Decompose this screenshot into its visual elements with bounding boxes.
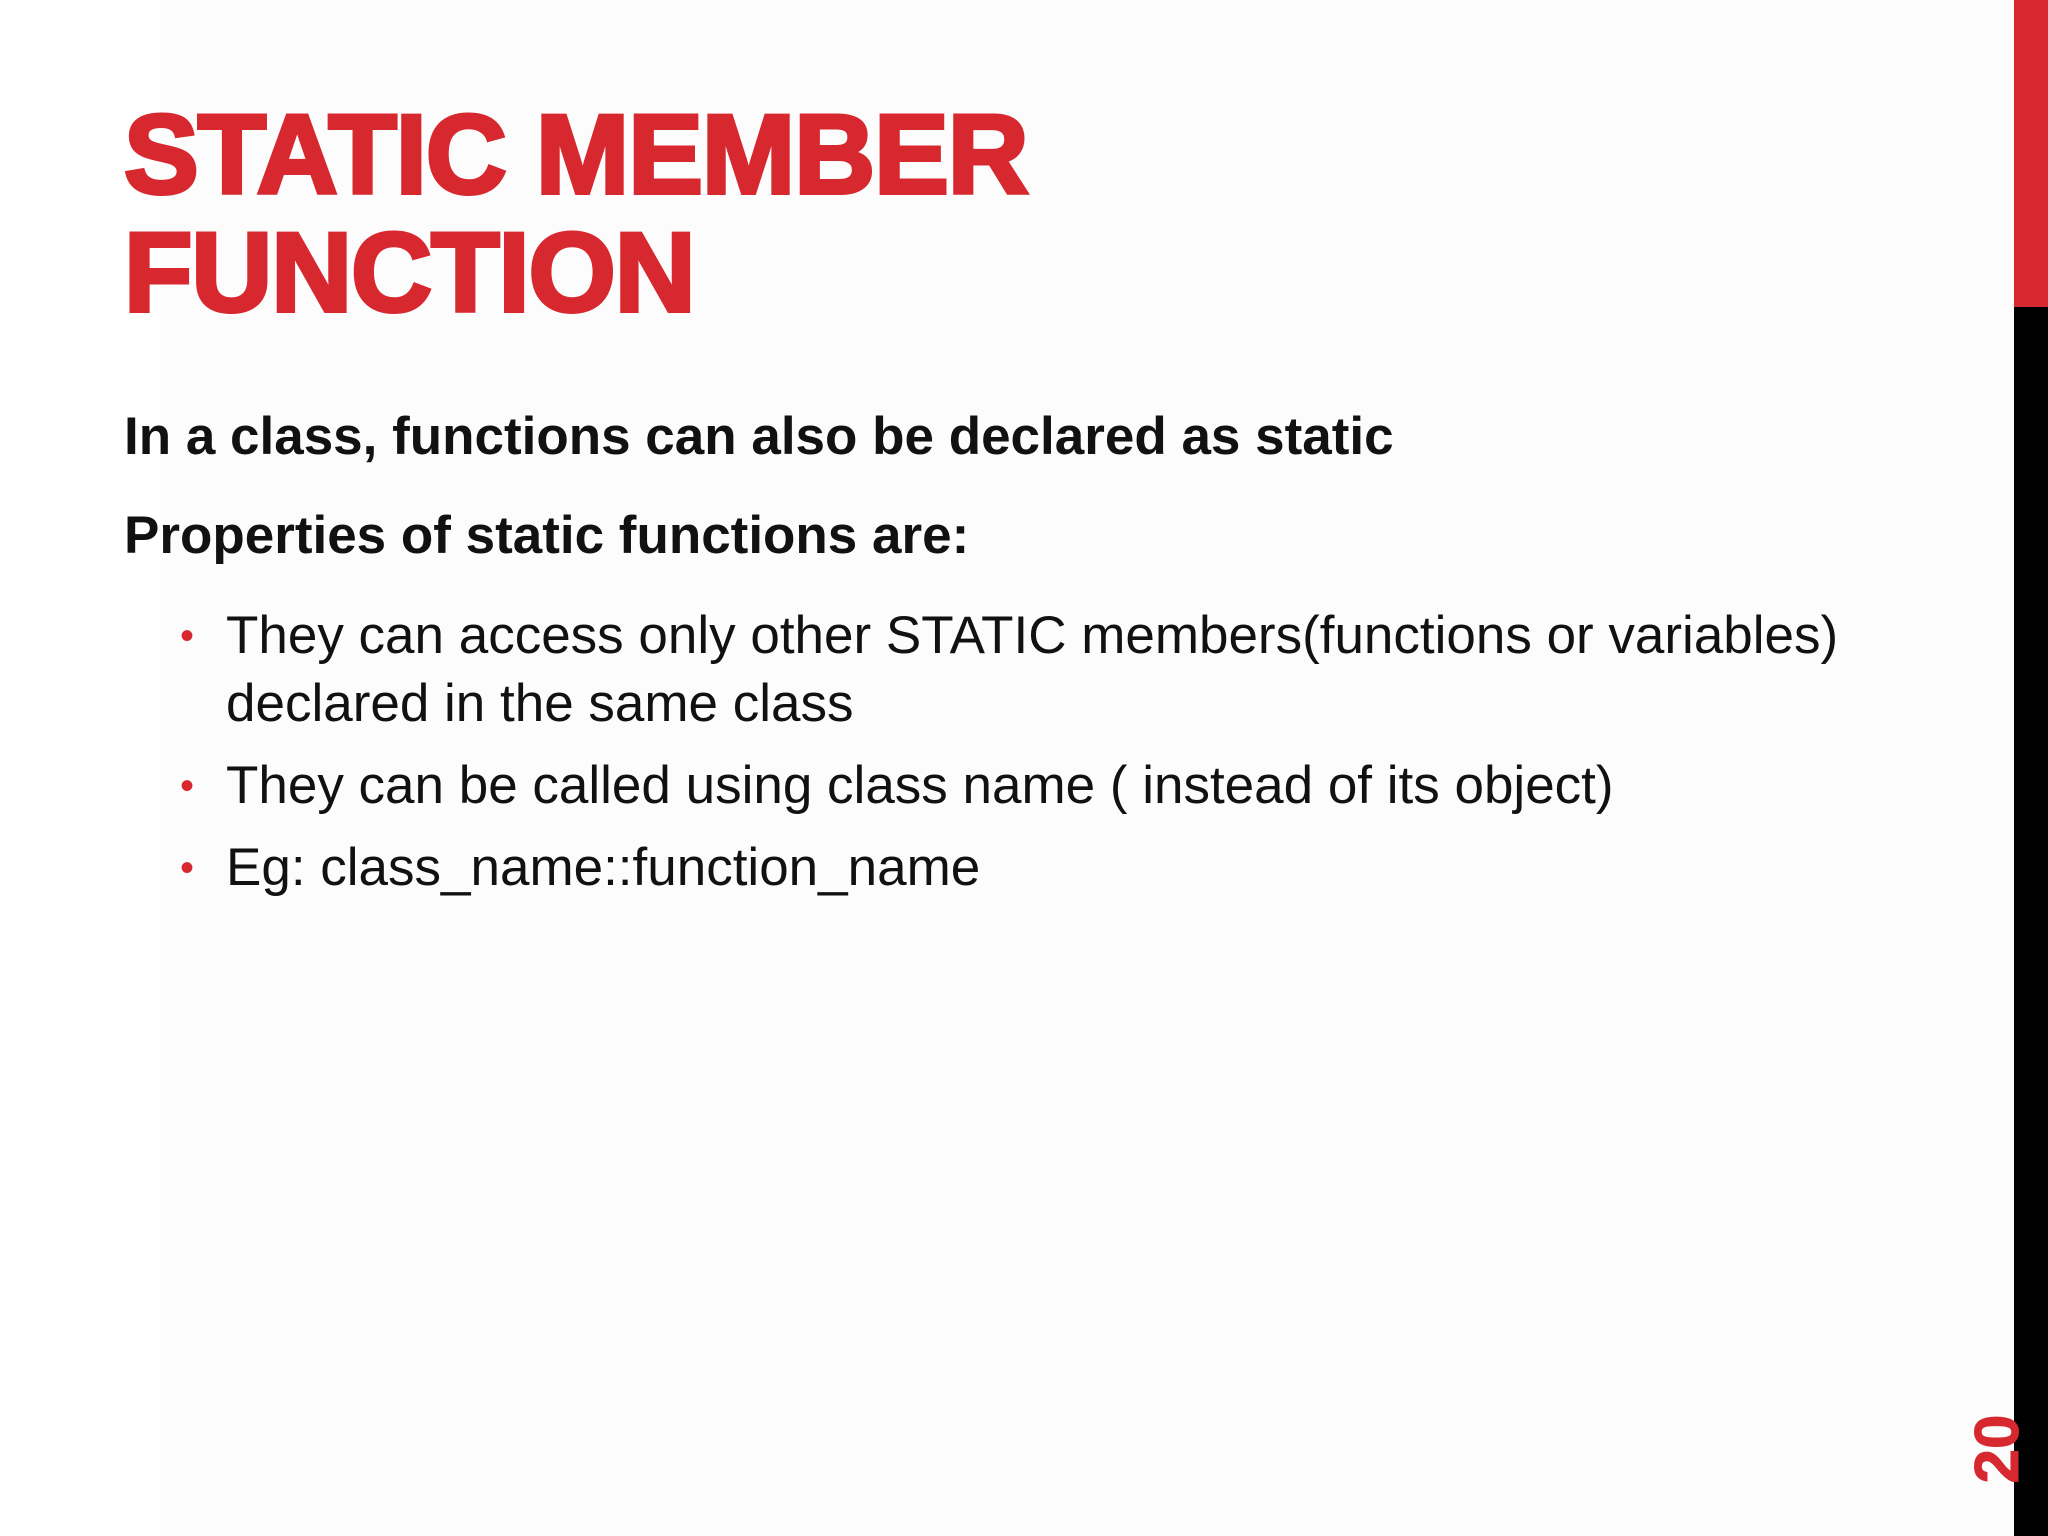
bullet-item <box>124 602 1884 738</box>
bullet-icon: • <box>180 764 195 808</box>
sidebar-accent-black <box>2014 307 2048 1536</box>
bullet-text: They can be called using class name ( instead of its object) <box>226 756 1614 815</box>
slide-body <box>124 404 1884 916</box>
properties-heading: Properties of static functions are: <box>124 506 970 565</box>
bullet-item <box>124 752 1884 820</box>
bullet-list <box>124 602 1884 902</box>
bullet-icon: • <box>180 846 195 890</box>
bullet-icon: • <box>180 614 195 658</box>
bullet-item <box>124 834 1884 902</box>
slide-page-number: 20 <box>1963 1414 2032 1484</box>
slide-title-line-1: STATIC MEMBER <box>124 92 1028 217</box>
sidebar-accent-red <box>2014 0 2048 307</box>
slide-title-line-2: FUNCTION <box>124 210 695 335</box>
bullet-text: Eg: class_name::function_name <box>226 838 981 897</box>
bullet-text: They can access only other STATIC members(functions or variables) declared in the same class <box>226 606 1839 733</box>
intro-paragraph: In a class, functions can also be declared as static <box>124 407 1394 466</box>
slide-title <box>124 92 1524 335</box>
